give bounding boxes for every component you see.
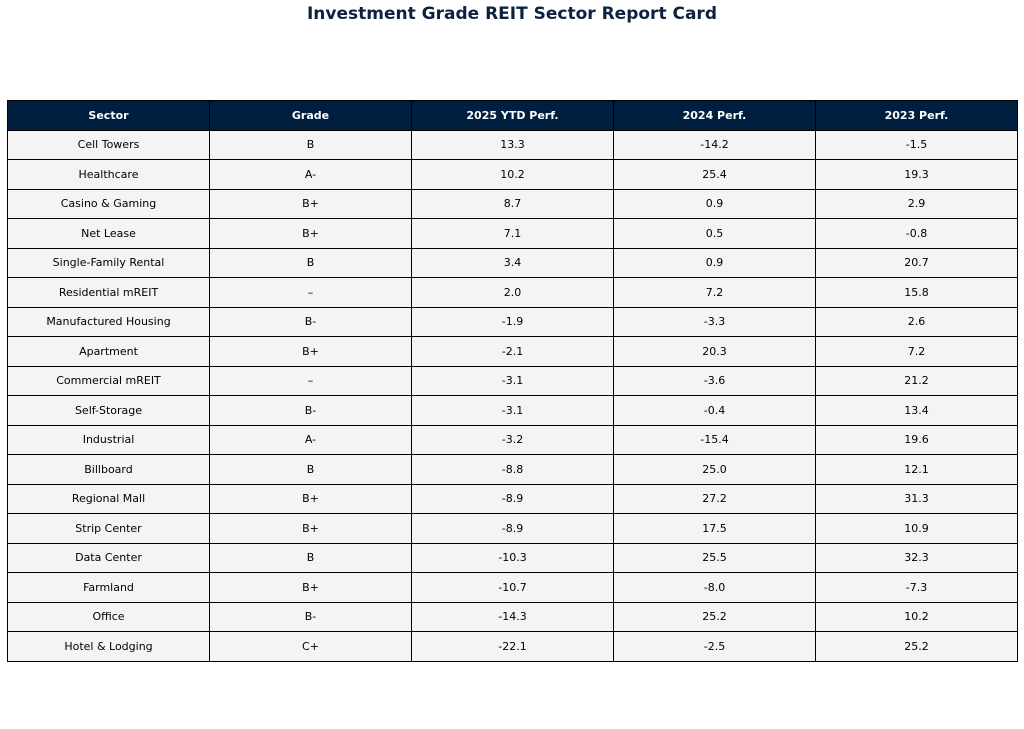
- column-header: Sector: [8, 101, 210, 131]
- table-row: [8, 573, 1018, 603]
- grade-cell: B+: [210, 514, 412, 544]
- table-row: [8, 602, 1018, 632]
- table-header-row: [8, 101, 1018, 131]
- sector-cell: Billboard: [8, 455, 210, 485]
- perf-2023-cell: 20.7: [816, 248, 1018, 278]
- perf-2024-cell: 0.5: [614, 219, 816, 249]
- ytd-2025-cell: 8.7: [412, 189, 614, 219]
- perf-2024-cell: 25.0: [614, 455, 816, 485]
- perf-2023-cell: 19.3: [816, 160, 1018, 190]
- table-row: [8, 248, 1018, 278]
- perf-2023-cell: -1.5: [816, 130, 1018, 160]
- report-card-table: [7, 100, 1018, 662]
- table-row: [8, 337, 1018, 367]
- grade-cell: A-: [210, 425, 412, 455]
- perf-2024-cell: 25.5: [614, 543, 816, 573]
- grade-cell: B+: [210, 573, 412, 603]
- perf-2023-cell: 10.2: [816, 602, 1018, 632]
- ytd-2025-cell: -10.3: [412, 543, 614, 573]
- ytd-2025-cell: -3.1: [412, 396, 614, 426]
- ytd-2025-cell: -14.3: [412, 602, 614, 632]
- table-row: [8, 455, 1018, 485]
- table-row: [8, 366, 1018, 396]
- perf-2024-cell: -14.2: [614, 130, 816, 160]
- perf-2024-cell: 25.2: [614, 602, 816, 632]
- perf-2023-cell: 19.6: [816, 425, 1018, 455]
- ytd-2025-cell: 10.2: [412, 160, 614, 190]
- perf-2024-cell: -2.5: [614, 632, 816, 662]
- grade-cell: B+: [210, 189, 412, 219]
- perf-2024-cell: 0.9: [614, 189, 816, 219]
- table-row: [8, 425, 1018, 455]
- perf-2024-cell: -8.0: [614, 573, 816, 603]
- table-row: [8, 189, 1018, 219]
- perf-2023-cell: 13.4: [816, 396, 1018, 426]
- column-header: 2025 YTD Perf.: [412, 101, 614, 131]
- grade-cell: B: [210, 455, 412, 485]
- grade-cell: C+: [210, 632, 412, 662]
- perf-2023-cell: 2.9: [816, 189, 1018, 219]
- ytd-2025-cell: -3.2: [412, 425, 614, 455]
- sector-cell: Single-Family Rental: [8, 248, 210, 278]
- grade-cell: B-: [210, 602, 412, 632]
- perf-2024-cell: 27.2: [614, 484, 816, 514]
- perf-2023-cell: 12.1: [816, 455, 1018, 485]
- column-header: Grade: [210, 101, 412, 131]
- perf-2023-cell: -7.3: [816, 573, 1018, 603]
- sector-cell: Office: [8, 602, 210, 632]
- table-row: [8, 278, 1018, 308]
- table-row: [8, 514, 1018, 544]
- table-body: [8, 130, 1018, 661]
- perf-2024-cell: 17.5: [614, 514, 816, 544]
- grade-cell: B: [210, 248, 412, 278]
- sector-cell: Manufactured Housing: [8, 307, 210, 337]
- perf-2024-cell: 25.4: [614, 160, 816, 190]
- perf-2023-cell: 31.3: [816, 484, 1018, 514]
- grade-cell: –: [210, 278, 412, 308]
- sector-cell: Regional Mall: [8, 484, 210, 514]
- perf-2024-cell: 20.3: [614, 337, 816, 367]
- sector-cell: Net Lease: [8, 219, 210, 249]
- sector-cell: Healthcare: [8, 160, 210, 190]
- table-row: [8, 484, 1018, 514]
- perf-2023-cell: 7.2: [816, 337, 1018, 367]
- ytd-2025-cell: 3.4: [412, 248, 614, 278]
- chart-title: Investment Grade REIT Sector Report Card: [306, 4, 717, 24]
- perf-2023-cell: 2.6: [816, 307, 1018, 337]
- ytd-2025-cell: -22.1: [412, 632, 614, 662]
- column-header: 2023 Perf.: [816, 101, 1018, 131]
- ytd-2025-cell: -8.8: [412, 455, 614, 485]
- perf-2023-cell: 15.8: [816, 278, 1018, 308]
- perf-2023-cell: 21.2: [816, 366, 1018, 396]
- perf-2024-cell: -0.4: [614, 396, 816, 426]
- grade-cell: B-: [210, 307, 412, 337]
- grade-cell: A-: [210, 160, 412, 190]
- ytd-2025-cell: 13.3: [412, 130, 614, 160]
- ytd-2025-cell: -10.7: [412, 573, 614, 603]
- sector-cell: Casino & Gaming: [8, 189, 210, 219]
- grade-cell: –: [210, 366, 412, 396]
- ytd-2025-cell: -3.1: [412, 366, 614, 396]
- ytd-2025-cell: -8.9: [412, 484, 614, 514]
- ytd-2025-cell: -1.9: [412, 307, 614, 337]
- ytd-2025-cell: -8.9: [412, 514, 614, 544]
- table-row: [8, 543, 1018, 573]
- table-row: [8, 219, 1018, 249]
- grade-cell: B+: [210, 337, 412, 367]
- perf-2024-cell: 0.9: [614, 248, 816, 278]
- table-row: [8, 130, 1018, 160]
- table-row: [8, 307, 1018, 337]
- sector-cell: Hotel & Lodging: [8, 632, 210, 662]
- table-row: [8, 396, 1018, 426]
- perf-2023-cell: 32.3: [816, 543, 1018, 573]
- perf-2023-cell: -0.8: [816, 219, 1018, 249]
- grade-cell: B: [210, 543, 412, 573]
- column-header: 2024 Perf.: [614, 101, 816, 131]
- table-row: [8, 160, 1018, 190]
- grade-cell: B-: [210, 396, 412, 426]
- grade-cell: B+: [210, 484, 412, 514]
- perf-2024-cell: -15.4: [614, 425, 816, 455]
- sector-cell: Self-Storage: [8, 396, 210, 426]
- grade-cell: B+: [210, 219, 412, 249]
- sector-cell: Strip Center: [8, 514, 210, 544]
- ytd-2025-cell: 2.0: [412, 278, 614, 308]
- sector-cell: Commercial mREIT: [8, 366, 210, 396]
- ytd-2025-cell: 7.1: [412, 219, 614, 249]
- table-row: [8, 632, 1018, 662]
- sector-cell: Cell Towers: [8, 130, 210, 160]
- perf-2024-cell: -3.6: [614, 366, 816, 396]
- perf-2023-cell: 10.9: [816, 514, 1018, 544]
- sector-cell: Residential mREIT: [8, 278, 210, 308]
- sector-cell: Data Center: [8, 543, 210, 573]
- sector-cell: Farmland: [8, 573, 210, 603]
- perf-2024-cell: -3.3: [614, 307, 816, 337]
- perf-2023-cell: 25.2: [816, 632, 1018, 662]
- ytd-2025-cell: -2.1: [412, 337, 614, 367]
- perf-2024-cell: 7.2: [614, 278, 816, 308]
- sector-cell: Industrial: [8, 425, 210, 455]
- sector-cell: Apartment: [8, 337, 210, 367]
- grade-cell: B: [210, 130, 412, 160]
